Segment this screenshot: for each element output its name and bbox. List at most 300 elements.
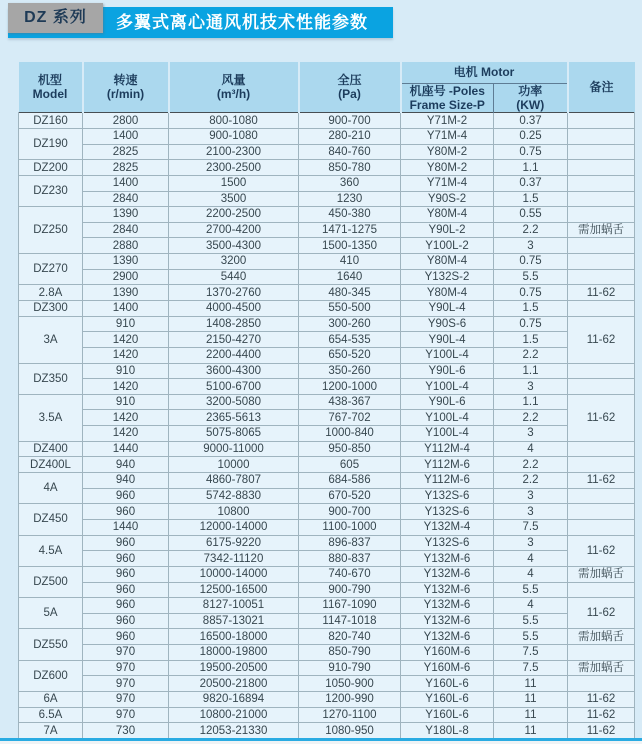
power-cell: 5.5 [494, 269, 568, 285]
model-cell: DZ400 [19, 441, 83, 457]
table-row [19, 394, 635, 410]
frame-cell: Y112M-6 [401, 473, 494, 489]
power-cell: 0.75 [494, 254, 568, 270]
model-cell: DZ250 [19, 207, 83, 254]
table-header [19, 62, 635, 113]
power-cell: 5.5 [494, 629, 568, 645]
table-row [19, 519, 635, 535]
speed-cell: 2840 [83, 222, 169, 238]
power-cell: 11 [494, 707, 568, 723]
performance-table [18, 62, 635, 739]
note-cell: 11-62 [568, 473, 635, 489]
airflow-cell: 16500-18000 [169, 629, 299, 645]
airflow-cell: 2150-4270 [169, 332, 299, 348]
frame-cell: Y90L-6 [401, 394, 494, 410]
header-speed: 转速 (r/min) [83, 62, 169, 113]
pressure-cell: 1640 [299, 269, 401, 285]
note-cell: 11-62 [568, 285, 635, 301]
table-row [19, 128, 635, 144]
airflow-cell: 5075-8065 [169, 426, 299, 442]
airflow-cell: 4000-4500 [169, 301, 299, 317]
pressure-cell: 654-535 [299, 332, 401, 348]
table-row [19, 238, 635, 254]
pressure-cell: 605 [299, 457, 401, 473]
frame-cell: Y132S-6 [401, 488, 494, 504]
pressure-cell: 900-700 [299, 504, 401, 520]
airflow-cell: 1500 [169, 175, 299, 191]
header-power: 功率 (KW) [494, 84, 568, 113]
note-cell [568, 457, 635, 473]
pressure-cell: 1270-1100 [299, 707, 401, 723]
airflow-cell: 9000-11000 [169, 441, 299, 457]
frame-cell: Y132M-6 [401, 613, 494, 629]
power-cell: 7.5 [494, 519, 568, 535]
airflow-cell: 5100-6700 [169, 379, 299, 395]
power-cell: 1.5 [494, 191, 568, 207]
speed-cell: 2825 [83, 144, 169, 160]
pressure-cell: 840-760 [299, 144, 401, 160]
power-cell: 11 [494, 676, 568, 692]
table-row [19, 488, 635, 504]
speed-cell: 1390 [83, 254, 169, 270]
speed-cell: 970 [83, 707, 169, 723]
note-cell: 11-62 [568, 707, 635, 723]
power-cell: 2.2 [494, 347, 568, 363]
header-model: 机型 Model [19, 62, 83, 113]
table-row [19, 551, 635, 567]
model-cell: DZ200 [19, 160, 83, 176]
note-cell: 需加蜗舌 [568, 660, 635, 676]
speed-cell: 1420 [83, 426, 169, 442]
airflow-cell: 18000-19800 [169, 645, 299, 661]
frame-cell: Y80M-4 [401, 207, 494, 223]
note-cell [568, 144, 635, 160]
table-row [19, 504, 635, 520]
pressure-cell: 900-790 [299, 582, 401, 598]
power-cell: 7.5 [494, 645, 568, 661]
speed-cell: 960 [83, 551, 169, 567]
model-cell: DZ500 [19, 566, 83, 597]
note-cell [568, 519, 635, 535]
pressure-cell: 350-260 [299, 363, 401, 379]
header-frame-size: 机座号 -Poles Frame Size-P [401, 84, 494, 113]
frame-cell: Y132M-6 [401, 582, 494, 598]
power-cell: 0.75 [494, 285, 568, 301]
note-cell [568, 175, 635, 191]
power-cell: 1.1 [494, 363, 568, 379]
airflow-cell: 3600-4300 [169, 363, 299, 379]
note-cell [568, 207, 635, 223]
series-label: DZ 系列 [24, 9, 87, 26]
pressure-cell: 1167-1090 [299, 598, 401, 614]
note-cell [568, 191, 635, 207]
airflow-cell: 6175-9220 [169, 535, 299, 551]
power-cell: 11 [494, 692, 568, 708]
airflow-cell: 2100-2300 [169, 144, 299, 160]
frame-cell: Y90L-2 [401, 222, 494, 238]
model-cell: DZ400L [19, 457, 83, 473]
pressure-cell: 1147-1018 [299, 613, 401, 629]
table-row [19, 613, 635, 629]
table-row [19, 269, 635, 285]
airflow-cell: 20500-21800 [169, 676, 299, 692]
table-body [19, 113, 635, 739]
model-cell: 4A [19, 473, 83, 504]
model-cell: DZ190 [19, 128, 83, 159]
header-airflow: 风量 (m³/h) [169, 62, 299, 113]
note-cell [568, 128, 635, 144]
pressure-cell: 438-367 [299, 394, 401, 410]
table-row [19, 160, 635, 176]
speed-cell: 910 [83, 316, 169, 332]
frame-cell: Y132M-6 [401, 629, 494, 645]
table-row [19, 332, 635, 348]
airflow-cell: 7342-11120 [169, 551, 299, 567]
frame-cell: Y80M-4 [401, 285, 494, 301]
table-row [19, 347, 635, 363]
table-row [19, 207, 635, 223]
pressure-cell: 670-520 [299, 488, 401, 504]
frame-cell: Y80M-2 [401, 144, 494, 160]
speed-cell: 960 [83, 582, 169, 598]
pressure-cell: 896-837 [299, 535, 401, 551]
airflow-cell: 10000-14000 [169, 566, 299, 582]
table-row [19, 426, 635, 442]
speed-cell: 2840 [83, 191, 169, 207]
frame-cell: Y100L-4 [401, 347, 494, 363]
power-cell: 2.2 [494, 457, 568, 473]
frame-cell: Y71M-4 [401, 175, 494, 191]
airflow-cell: 1408-2850 [169, 316, 299, 332]
frame-cell: Y160L-6 [401, 692, 494, 708]
pressure-cell: 820-740 [299, 629, 401, 645]
header-note: 备注 [568, 62, 635, 113]
pressure-cell: 850-780 [299, 160, 401, 176]
model-cell: DZ350 [19, 363, 83, 394]
note-cell [568, 676, 635, 692]
frame-cell: Y71M-2 [401, 113, 494, 129]
frame-cell: Y160M-6 [401, 645, 494, 661]
frame-cell: Y90L-6 [401, 363, 494, 379]
frame-cell: Y180L-8 [401, 723, 494, 739]
table-row [19, 175, 635, 191]
power-cell: 2.2 [494, 222, 568, 238]
frame-cell: Y100L-4 [401, 426, 494, 442]
title-bar [0, 0, 642, 44]
airflow-cell: 4860-7807 [169, 473, 299, 489]
header-pressure: 全压 (Pa) [299, 62, 401, 113]
table-row [19, 707, 635, 723]
speed-cell: 960 [83, 613, 169, 629]
speed-cell: 910 [83, 394, 169, 410]
model-cell: DZ230 [19, 175, 83, 206]
speed-cell: 960 [83, 488, 169, 504]
table-row [19, 676, 635, 692]
power-cell: 5.5 [494, 582, 568, 598]
table-row [19, 285, 635, 301]
table-row [19, 144, 635, 160]
speed-cell: 1420 [83, 332, 169, 348]
note-cell [568, 488, 635, 504]
airflow-cell: 10800 [169, 504, 299, 520]
airflow-cell: 3500-4300 [169, 238, 299, 254]
table-row [19, 692, 635, 708]
model-cell: 7A [19, 723, 83, 739]
model-cell: DZ550 [19, 629, 83, 660]
pressure-cell: 1230 [299, 191, 401, 207]
speed-cell: 2900 [83, 269, 169, 285]
power-cell: 5.5 [494, 613, 568, 629]
note-cell [568, 582, 635, 598]
pressure-cell: 910-790 [299, 660, 401, 676]
power-cell: 3 [494, 238, 568, 254]
model-cell: DZ450 [19, 504, 83, 535]
frame-cell: Y90S-2 [401, 191, 494, 207]
note-cell [568, 254, 635, 270]
airflow-cell: 1370-2760 [169, 285, 299, 301]
frame-cell: Y132M-6 [401, 551, 494, 567]
pressure-cell: 740-670 [299, 566, 401, 582]
speed-cell: 1420 [83, 347, 169, 363]
speed-cell: 1440 [83, 441, 169, 457]
pressure-cell: 650-520 [299, 347, 401, 363]
power-cell: 2.2 [494, 410, 568, 426]
model-cell: 3.5A [19, 394, 83, 441]
speed-cell: 1390 [83, 285, 169, 301]
note-cell: 需加蜗舌 [568, 222, 635, 238]
pressure-cell: 1000-840 [299, 426, 401, 442]
note-cell [568, 645, 635, 661]
pressure-cell: 1200-1000 [299, 379, 401, 395]
airflow-cell: 900-1080 [169, 128, 299, 144]
airflow-cell: 3200-5080 [169, 394, 299, 410]
model-cell: DZ160 [19, 113, 83, 129]
frame-cell: Y80M-4 [401, 254, 494, 270]
table-row [19, 535, 635, 551]
airflow-cell: 5440 [169, 269, 299, 285]
speed-cell: 970 [83, 692, 169, 708]
pressure-cell: 880-837 [299, 551, 401, 567]
pressure-cell: 450-380 [299, 207, 401, 223]
pressure-cell: 480-345 [299, 285, 401, 301]
pressure-cell: 1100-1000 [299, 519, 401, 535]
airflow-cell: 2200-2500 [169, 207, 299, 223]
airflow-cell: 3500 [169, 191, 299, 207]
pressure-cell: 360 [299, 175, 401, 191]
pressure-cell: 900-700 [299, 113, 401, 129]
note-cell: 11-62 [568, 598, 635, 629]
frame-cell: Y160L-6 [401, 707, 494, 723]
speed-cell: 940 [83, 457, 169, 473]
model-cell: 5A [19, 598, 83, 629]
pressure-cell: 950-850 [299, 441, 401, 457]
airflow-cell: 12000-14000 [169, 519, 299, 535]
airflow-cell: 8127-10051 [169, 598, 299, 614]
speed-cell: 2880 [83, 238, 169, 254]
frame-cell: Y90S-6 [401, 316, 494, 332]
table-row [19, 222, 635, 238]
note-cell [568, 238, 635, 254]
power-cell: 1.5 [494, 332, 568, 348]
table-row [19, 441, 635, 457]
model-cell: DZ300 [19, 301, 83, 317]
frame-cell: Y71M-4 [401, 128, 494, 144]
frame-cell: Y132S-2 [401, 269, 494, 285]
note-cell: 11-62 [568, 394, 635, 441]
speed-cell: 1440 [83, 519, 169, 535]
frame-cell: Y100L-4 [401, 410, 494, 426]
power-cell: 1.5 [494, 301, 568, 317]
table-row [19, 410, 635, 426]
power-cell: 2.2 [494, 473, 568, 489]
note-cell [568, 160, 635, 176]
speed-cell: 2825 [83, 160, 169, 176]
airflow-cell: 2300-2500 [169, 160, 299, 176]
table-row [19, 629, 635, 645]
model-cell: DZ270 [19, 254, 83, 285]
airflow-cell: 8857-13021 [169, 613, 299, 629]
model-cell: DZ600 [19, 660, 83, 691]
header-motor-group: 电机 Motor [401, 62, 568, 84]
frame-cell: Y132M-6 [401, 566, 494, 582]
table-row [19, 457, 635, 473]
note-cell: 需加蜗舌 [568, 629, 635, 645]
table-row [19, 473, 635, 489]
table-row [19, 379, 635, 395]
speed-cell: 960 [83, 598, 169, 614]
note-cell [568, 379, 635, 395]
pressure-cell: 1471-1275 [299, 222, 401, 238]
power-cell: 3 [494, 504, 568, 520]
table-row [19, 598, 635, 614]
power-cell: 0.37 [494, 175, 568, 191]
pressure-cell: 1050-900 [299, 676, 401, 692]
power-cell: 1.1 [494, 160, 568, 176]
power-cell: 3 [494, 379, 568, 395]
power-cell: 3 [494, 535, 568, 551]
frame-cell: Y90L-4 [401, 301, 494, 317]
power-cell: 0.75 [494, 316, 568, 332]
frame-cell: Y80M-2 [401, 160, 494, 176]
page-title: 多翼式离心通风机技术性能参数 [116, 13, 368, 32]
frame-cell: Y100L-2 [401, 238, 494, 254]
pressure-cell: 684-586 [299, 473, 401, 489]
frame-cell: Y90L-4 [401, 332, 494, 348]
power-cell: 0.75 [494, 144, 568, 160]
airflow-cell: 2200-4400 [169, 347, 299, 363]
power-cell: 3 [494, 426, 568, 442]
frame-cell: Y160L-6 [401, 676, 494, 692]
power-cell: 11 [494, 723, 568, 739]
frame-cell: Y112M-4 [401, 441, 494, 457]
airflow-cell: 2700-4200 [169, 222, 299, 238]
power-cell: 7.5 [494, 660, 568, 676]
note-cell: 11-62 [568, 316, 635, 363]
speed-cell: 960 [83, 629, 169, 645]
pressure-cell: 280-210 [299, 128, 401, 144]
airflow-cell: 3200 [169, 254, 299, 270]
speed-cell: 1390 [83, 207, 169, 223]
table-row [19, 363, 635, 379]
speed-cell: 1400 [83, 175, 169, 191]
airflow-cell: 9820-16894 [169, 692, 299, 708]
speed-cell: 960 [83, 535, 169, 551]
airflow-cell: 12053-21330 [169, 723, 299, 739]
model-cell: 3A [19, 316, 83, 363]
pressure-cell: 767-702 [299, 410, 401, 426]
note-cell: 需加蜗舌 [568, 566, 635, 582]
note-cell [568, 504, 635, 520]
pressure-cell: 1200-990 [299, 692, 401, 708]
table-row [19, 191, 635, 207]
speed-cell: 970 [83, 660, 169, 676]
speed-cell: 730 [83, 723, 169, 739]
pressure-cell: 410 [299, 254, 401, 270]
table-row [19, 301, 635, 317]
table-row [19, 254, 635, 270]
power-cell: 0.55 [494, 207, 568, 223]
note-cell [568, 113, 635, 129]
airflow-cell: 800-1080 [169, 113, 299, 129]
speed-cell: 970 [83, 645, 169, 661]
note-cell: 11-62 [568, 723, 635, 739]
note-cell [568, 441, 635, 457]
airflow-cell: 5742-8830 [169, 488, 299, 504]
frame-cell: Y132S-6 [401, 504, 494, 520]
frame-cell: Y132M-6 [401, 598, 494, 614]
power-cell: 0.37 [494, 113, 568, 129]
table-row [19, 566, 635, 582]
frame-cell: Y132M-4 [401, 519, 494, 535]
note-cell: 11-62 [568, 692, 635, 708]
speed-cell: 2800 [83, 113, 169, 129]
airflow-cell: 19500-20500 [169, 660, 299, 676]
table-row [19, 113, 635, 129]
speed-cell: 960 [83, 566, 169, 582]
speed-cell: 960 [83, 504, 169, 520]
model-cell: 6A [19, 692, 83, 708]
power-cell: 0.25 [494, 128, 568, 144]
table-row [19, 660, 635, 676]
pressure-cell: 1500-1350 [299, 238, 401, 254]
frame-cell: Y160M-6 [401, 660, 494, 676]
series-label-box [8, 3, 103, 33]
pressure-cell: 1080-950 [299, 723, 401, 739]
airflow-cell: 10000 [169, 457, 299, 473]
airflow-cell: 12500-16500 [169, 582, 299, 598]
table-row [19, 723, 635, 739]
pressure-cell: 300-260 [299, 316, 401, 332]
speed-cell: 970 [83, 676, 169, 692]
model-cell: 4.5A [19, 535, 83, 566]
table-row [19, 316, 635, 332]
power-cell: 4 [494, 551, 568, 567]
table-row [19, 582, 635, 598]
note-cell: 11-62 [568, 535, 635, 566]
frame-cell: Y112M-6 [401, 457, 494, 473]
speed-cell: 1420 [83, 379, 169, 395]
power-cell: 4 [494, 566, 568, 582]
speed-cell: 940 [83, 473, 169, 489]
power-cell: 4 [494, 598, 568, 614]
power-cell: 4 [494, 441, 568, 457]
power-cell: 3 [494, 488, 568, 504]
note-cell [568, 301, 635, 317]
speed-cell: 1400 [83, 128, 169, 144]
airflow-cell: 2365-5613 [169, 410, 299, 426]
note-cell [568, 269, 635, 285]
airflow-cell: 10800-21000 [169, 707, 299, 723]
